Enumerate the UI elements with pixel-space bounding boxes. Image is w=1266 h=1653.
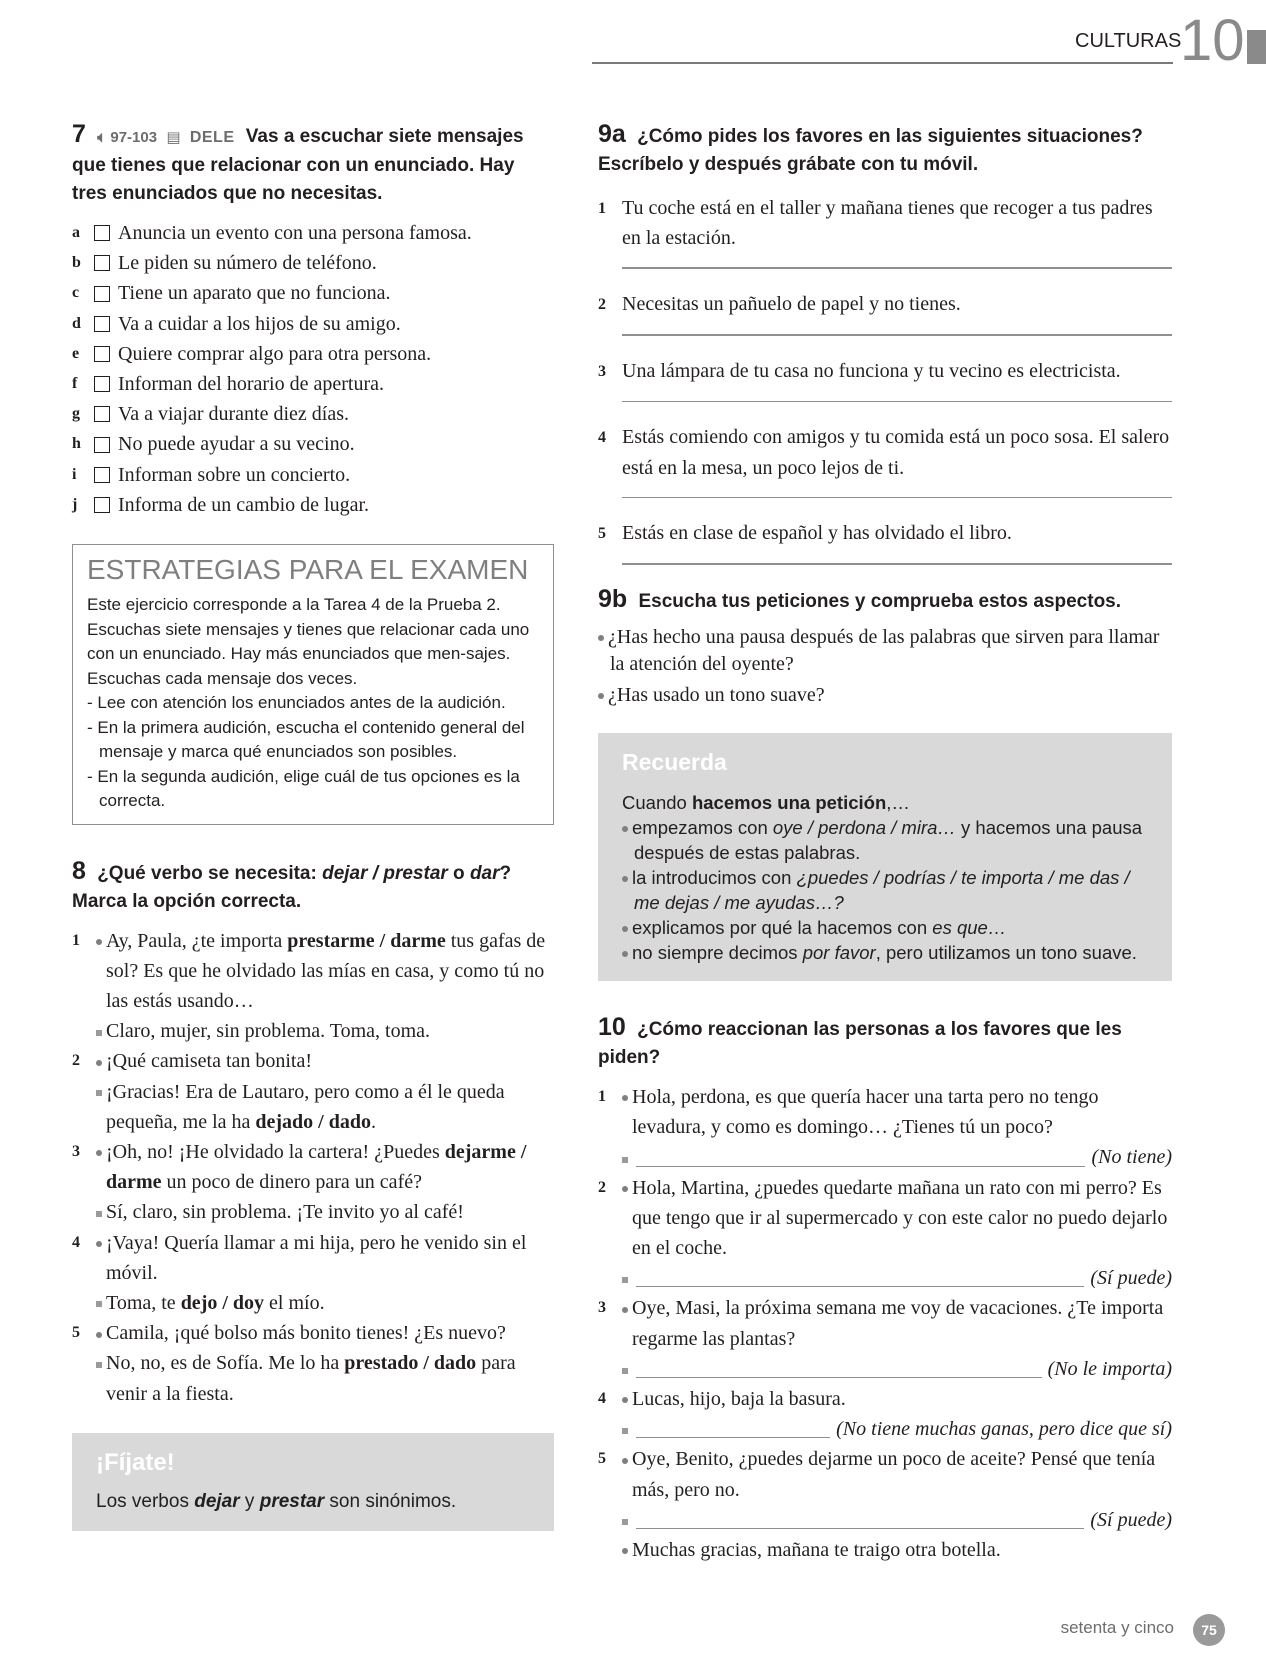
verb-choice[interactable]: dejarme / darme bbox=[106, 1140, 527, 1194]
dialogue-line-a bbox=[622, 1384, 1172, 1414]
closing-line bbox=[598, 1535, 1172, 1565]
dialogue-body bbox=[622, 1173, 1172, 1294]
page-number-badge: 75 bbox=[1193, 1614, 1225, 1646]
response-line[interactable] bbox=[636, 1510, 1084, 1529]
answer-checkbox[interactable] bbox=[94, 497, 110, 513]
dialogue-body bbox=[622, 1384, 1172, 1444]
answer-checkbox[interactable] bbox=[94, 316, 110, 332]
dialogue-body bbox=[96, 1137, 554, 1228]
list-item bbox=[72, 218, 554, 248]
response-blank bbox=[622, 1263, 1172, 1293]
item-number: 4 bbox=[598, 1389, 606, 1407]
dialogue-text: No, no, es de Sofía. Me lo ha bbox=[106, 1352, 345, 1375]
item-letter: d bbox=[72, 314, 81, 332]
dialogue-item bbox=[598, 1293, 1172, 1384]
situation-text: Tu coche está en el taller y mañana tienes que recoger a tus padres en la estación. bbox=[622, 197, 1153, 250]
situation-item bbox=[598, 518, 1172, 565]
response-hint: (No tiene muchas ganas, pero dice que sí) bbox=[836, 1418, 1172, 1441]
item-letter: b bbox=[72, 254, 81, 272]
dialogue-text: Hola, perdona, es que quería hacer una tarta pero no tengo levadura, y como es domingo… ¿Tienes tú un poco? bbox=[632, 1085, 1099, 1139]
exercise-number: 8 bbox=[72, 856, 86, 885]
item-text: Va a cuidar a los hijos de su amigo. bbox=[118, 312, 401, 335]
answer-checkbox[interactable] bbox=[94, 467, 110, 483]
list-item bbox=[72, 309, 554, 339]
list-item bbox=[72, 248, 554, 278]
exercise-number: 9a bbox=[598, 120, 626, 148]
verb-choice[interactable]: prestarme / darme bbox=[287, 929, 446, 952]
dialogue-text: Claro, mujer, sin problema. Toma, toma. bbox=[106, 1020, 431, 1043]
dialogue-item bbox=[72, 1046, 554, 1137]
dialogue-text: Toma, te bbox=[106, 1291, 181, 1314]
dialogue-text: Camila, ¡qué bolso más bonito tienes! ¿Es nuevo? bbox=[106, 1322, 506, 1345]
dialogue-body bbox=[96, 1046, 554, 1137]
dialogue-text: el mío. bbox=[264, 1291, 325, 1314]
dialogue-line-b bbox=[96, 1077, 554, 1137]
dialogue-text: Oye, Benito, ¿puedes dejarme un poco de aceite? Pensé que tenía más, pero no. bbox=[632, 1448, 1156, 1501]
header-rule bbox=[592, 62, 1173, 64]
exercise-9a bbox=[598, 120, 1172, 565]
left-column bbox=[72, 120, 554, 1531]
instructions-part: ¿Qué verbo se necesita: bbox=[97, 862, 323, 884]
response-blank bbox=[622, 1354, 1172, 1384]
dialogue-text: ¡Vaya! Quería llamar a mi hija, pero he venido sin el móvil. bbox=[106, 1231, 527, 1284]
item-letter: f bbox=[72, 375, 78, 393]
dialogue-body bbox=[622, 1444, 1172, 1535]
situation-text: Necesitas un pañuelo de papel y no tienes. bbox=[622, 292, 961, 315]
item-letter: a bbox=[72, 224, 80, 241]
dialogue-item bbox=[72, 926, 554, 1047]
dialogue-body bbox=[96, 926, 554, 1047]
dialogue-item bbox=[72, 1137, 554, 1228]
item-text: No puede ayudar a su vecino. bbox=[118, 433, 355, 456]
item-letter: i bbox=[72, 465, 77, 483]
response-blank bbox=[622, 1414, 1172, 1444]
exercise-instructions: ¿Cómo pides los favores en las siguientes situaciones? Escríbelo y después grábate con tu móvil. bbox=[598, 126, 1143, 175]
item-text: Va a viajar durante diez días. bbox=[118, 403, 350, 426]
strategies-tip: - En la primera audición, escucha el contenido general del mensaje y marca qué enunciados son posibles. bbox=[87, 717, 525, 762]
exercise-8 bbox=[72, 857, 554, 1409]
situation-item bbox=[598, 356, 1172, 403]
recuerda-intro: Cuando hacemos una petición,… bbox=[622, 791, 910, 813]
situation-item bbox=[598, 422, 1172, 498]
list-item bbox=[598, 356, 1172, 387]
instructions-emphasis: dar bbox=[469, 862, 500, 884]
instructions-part: ? Marca la opción correcta. bbox=[72, 862, 512, 912]
page-header bbox=[0, 0, 1266, 80]
item-letter: h bbox=[72, 435, 81, 453]
recuerda-bullet: empezamos con oye / perdona / mira… y hacemos una pausa después de estas palabras. bbox=[622, 815, 1150, 865]
right-column bbox=[598, 120, 1172, 1565]
answer-checkbox[interactable] bbox=[94, 225, 110, 241]
situation-item bbox=[598, 289, 1172, 336]
item-number: 5 bbox=[72, 1324, 80, 1342]
dialogue-item bbox=[598, 1082, 1172, 1173]
exercise-instructions: ¿Cómo reaccionan las personas a los favores que les piden? bbox=[598, 1018, 1122, 1068]
response-line[interactable] bbox=[636, 1148, 1085, 1167]
dialogue-text: Oye, Masi, la próxima semana me voy de vacaciones. ¿Te importa regarme las plantas? bbox=[632, 1297, 1164, 1350]
dialogue-text: ¡Qué camiseta tan bonita! bbox=[106, 1050, 313, 1073]
dialogue-line-a bbox=[622, 1293, 1172, 1353]
dialogue-text: Lucas, hijo, baja la basura. bbox=[632, 1387, 846, 1410]
dialogue-body bbox=[622, 1293, 1172, 1384]
verb-choice[interactable]: dejo / doy bbox=[180, 1291, 265, 1314]
exercise-instructions: Escucha tus peticiones y comprueba estos aspectos. bbox=[638, 590, 1122, 612]
strategies-title: ESTRATEGIAS PARA EL EXAMEN bbox=[87, 554, 529, 586]
item-text: Quiere comprar algo para otra persona. bbox=[118, 342, 432, 365]
exercise-9b bbox=[598, 585, 1172, 709]
response-hint: (Sí puede) bbox=[1090, 1267, 1172, 1290]
dialogue-text: Sí, claro, sin problema. ¡Te invito yo al café! bbox=[106, 1201, 464, 1224]
item-number: 3 bbox=[598, 362, 606, 380]
recuerda-bullet: no siempre decimos por favor, pero utilizamos un tono suave. bbox=[622, 940, 1150, 965]
response-line[interactable] bbox=[636, 1268, 1084, 1287]
closing-text: Muchas gracias, mañana te traigo otra botella. bbox=[632, 1538, 1001, 1561]
answer-line[interactable] bbox=[622, 267, 1172, 269]
dialogue-item bbox=[72, 1228, 554, 1319]
audio-track: 97-103 bbox=[110, 129, 158, 146]
item-number: 3 bbox=[72, 1142, 80, 1160]
exercise-number: 9b bbox=[598, 584, 628, 613]
item-number: 5 bbox=[598, 1450, 606, 1468]
dialogue-line-b bbox=[96, 1197, 554, 1227]
dialogue-line-a bbox=[96, 926, 554, 1017]
recuerda-title: Recuerda bbox=[622, 748, 727, 775]
item-number: 2 bbox=[598, 1178, 606, 1196]
dele-badge: DELE bbox=[189, 129, 235, 146]
dialogue-line-b bbox=[96, 1348, 554, 1408]
dialogue-line-a bbox=[622, 1173, 1172, 1264]
dialogue-text: ¡Gracias! Era de Lautaro, pero como a él le queda pequeña, me la ha bbox=[106, 1080, 505, 1133]
list-item bbox=[72, 429, 554, 459]
response-hint: (Sí puede) bbox=[1090, 1508, 1172, 1531]
item-number: 1 bbox=[72, 931, 80, 949]
exercise-9a-list bbox=[598, 193, 1172, 565]
situation-text: Estás en clase de español y has olvidado el libro. bbox=[622, 522, 1012, 545]
list-item bbox=[72, 460, 554, 490]
dialogue-line-b bbox=[96, 1288, 554, 1318]
answer-checkbox[interactable] bbox=[94, 286, 110, 302]
response-line[interactable] bbox=[636, 1419, 830, 1438]
dialogue-line-a bbox=[96, 1318, 554, 1348]
list-item bbox=[72, 278, 554, 308]
answer-checkbox[interactable] bbox=[94, 346, 110, 362]
exercise-number: 10 bbox=[598, 1012, 626, 1041]
verb-choice[interactable]: prestado / dado bbox=[344, 1352, 477, 1375]
strategies-intro: Este ejercicio corresponde a la Tarea 4 de la Prueba 2. Escuchas siete mensajes y tienes que relacionar cada uno con un enunciado. Hay más enunciados que men-sajes. Escuchas cada mensaje dos veces. bbox=[87, 595, 530, 688]
answer-checkbox[interactable] bbox=[94, 437, 110, 453]
fijate-title: ¡Fíjate! bbox=[96, 1448, 175, 1476]
item-number: 4 bbox=[598, 429, 606, 447]
response-hint: (No tiene) bbox=[1091, 1146, 1172, 1169]
dialogue-text: . bbox=[370, 1110, 376, 1133]
document-icon: ▤ bbox=[166, 129, 181, 146]
dialogue-text bbox=[622, 1535, 1172, 1565]
answer-checkbox[interactable] bbox=[94, 255, 110, 271]
item-number: 2 bbox=[598, 295, 606, 313]
item-text: Le piden su número de teléfono. bbox=[118, 252, 377, 275]
dialogue-text: Hola, Martina, ¿puedes quedarte mañana un rato con mi perro? Es que tengo que ir al supermercado y con este calor no puedo dejarlo en el coche. bbox=[632, 1176, 1168, 1259]
list-item bbox=[598, 289, 1172, 320]
item-letter: j bbox=[72, 495, 78, 513]
recuerda-bullet: la introducimos con ¿puedes / podrías / te importa / me das / me dejas / me ayudas…? bbox=[622, 865, 1150, 915]
dialogue-body bbox=[96, 1228, 554, 1319]
exercise-8-list bbox=[72, 926, 554, 1409]
exercise-10 bbox=[598, 1013, 1172, 1565]
recuerda-box bbox=[598, 733, 1172, 981]
item-text: Anuncia un evento con una persona famosa. bbox=[118, 222, 472, 244]
dialogue-item bbox=[72, 1318, 554, 1409]
audio-icon[interactable]: 🔈︎ 97-103 bbox=[97, 129, 158, 146]
dialogue-item bbox=[598, 1384, 1172, 1444]
strategies-tip: - Lee con atención los enunciados antes de la audición. bbox=[87, 693, 506, 713]
list-item bbox=[598, 193, 1172, 253]
dialogue-body bbox=[96, 1318, 554, 1409]
item-number: 4 bbox=[72, 1233, 80, 1251]
list-item bbox=[598, 422, 1172, 482]
dialogue-text: Ay, Paula, ¿te importa bbox=[106, 929, 288, 952]
situation-item bbox=[598, 193, 1172, 269]
dialogue-line-a bbox=[96, 1137, 554, 1197]
fijate-box bbox=[72, 1433, 554, 1531]
situation-text: Una lámpara de tu casa no funciona y tu vecino es electricista. bbox=[622, 359, 1121, 382]
list-item bbox=[72, 490, 554, 520]
situation-text: Estás comiendo con amigos y tu comida está un poco sosa. El salero está en la mesa, un poco lejos de ti. bbox=[622, 426, 1170, 479]
item-number: 5 bbox=[598, 525, 606, 543]
dialogue-line-a bbox=[96, 1046, 554, 1076]
page-footer bbox=[0, 1610, 1266, 1650]
fijate-text: Los verbos dejar y prestar son sinónimos. bbox=[96, 1490, 457, 1512]
list-item bbox=[72, 399, 554, 429]
answer-line[interactable] bbox=[622, 497, 1172, 499]
answer-line[interactable] bbox=[622, 401, 1172, 403]
item-text: Tiene un aparato que no funciona. bbox=[118, 282, 391, 305]
response-blank bbox=[622, 1142, 1172, 1172]
section-title: CULTURAS bbox=[1075, 30, 1182, 52]
dialogue-item bbox=[598, 1444, 1172, 1535]
checklist-item: ¿Has hecho una pausa después de las palabras que sirven para llamar la atención del oyente? bbox=[598, 624, 1172, 678]
dialogue-text: ¡Oh, no! ¡He olvidado la cartera! ¿Puedes bbox=[106, 1140, 445, 1163]
answer-checkbox[interactable] bbox=[94, 406, 110, 422]
list-item bbox=[72, 369, 554, 399]
unit-number: 10 bbox=[1180, 8, 1245, 73]
list-item bbox=[598, 518, 1172, 549]
item-text: Informan del horario de apertura. bbox=[118, 373, 384, 396]
item-letter: e bbox=[72, 344, 80, 362]
exercise-7 bbox=[72, 120, 554, 520]
checklist-item: ¿Has usado un tono suave? bbox=[598, 682, 1172, 709]
answer-checkbox[interactable] bbox=[94, 376, 110, 392]
instructions-part: o bbox=[447, 862, 470, 884]
dialogue-body bbox=[622, 1082, 1172, 1173]
dialogue-item bbox=[598, 1173, 1172, 1294]
dialogue-line-a bbox=[96, 1228, 554, 1288]
list-item bbox=[72, 339, 554, 369]
strategies-tip: - En la segunda audición, elige cuál de tus opciones es la correcta. bbox=[87, 766, 520, 811]
strategies-box bbox=[72, 544, 554, 825]
exercise-7-list bbox=[72, 218, 554, 520]
item-letter: c bbox=[72, 284, 80, 302]
exercise-instructions: Vas a escuchar siete mensajes que tienes que relacionar con un enunciado. Hay tres enunciados que no necesitas. bbox=[72, 126, 524, 204]
item-number: 1 bbox=[598, 200, 606, 217]
item-number: 2 bbox=[72, 1052, 80, 1070]
recuerda-bullet: explicamos por qué la hacemos con es que… bbox=[622, 915, 1150, 940]
response-line[interactable] bbox=[636, 1359, 1042, 1378]
item-text: Informan sobre un concierto. bbox=[118, 463, 351, 486]
exercise-10-list bbox=[598, 1082, 1172, 1565]
instructions-emphasis: dejar / prestar bbox=[322, 862, 448, 884]
page-number-words: setenta y cinco bbox=[1060, 1618, 1174, 1637]
item-text: Informa de un cambio de lugar. bbox=[118, 493, 370, 516]
item-number: 3 bbox=[598, 1299, 606, 1317]
answer-line[interactable] bbox=[622, 563, 1172, 565]
dialogue-text: para venir a la fiesta. bbox=[106, 1352, 516, 1405]
dialogue-line-a bbox=[622, 1082, 1172, 1142]
item-number: 1 bbox=[598, 1087, 606, 1105]
response-blank bbox=[622, 1505, 1172, 1535]
dialogue-line-a bbox=[622, 1444, 1172, 1504]
exercise-number: 7 bbox=[72, 120, 86, 148]
item-letter: g bbox=[72, 405, 80, 423]
response-hint: (No le importa) bbox=[1047, 1357, 1172, 1380]
dialogue-text: tus gafas de sol? Es que he olvidado las mías en casa, y como tú no las estás usando… bbox=[106, 929, 546, 1012]
header-tab-bar bbox=[1247, 30, 1266, 64]
dialogue-text: un poco de dinero para un café? bbox=[161, 1171, 422, 1194]
dialogue-line-b bbox=[96, 1016, 554, 1046]
verb-choice[interactable]: dejado / dado bbox=[255, 1110, 371, 1133]
answer-line[interactable] bbox=[622, 334, 1172, 336]
